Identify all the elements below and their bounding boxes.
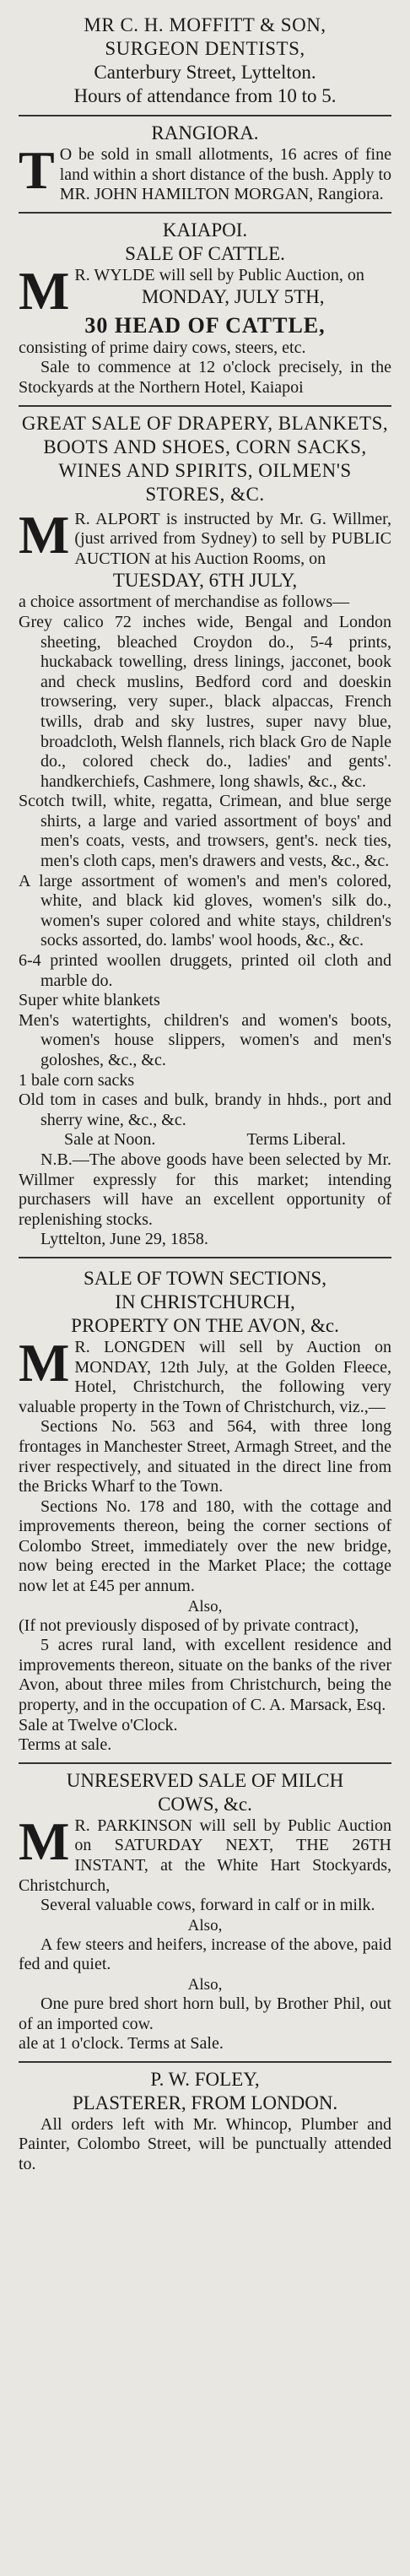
- parkinson-dropcap: M: [19, 1810, 70, 1871]
- kaiapoi-body3: Sale to commence at 12 o'clock precisely, in the Stockyards at the Northern Hotel, Kaiapoi: [19, 358, 391, 397]
- parkinson-p1: Several valuable cows, forward in calf or in milk.: [40, 1896, 375, 1915]
- sections-terms: Terms at sale.: [19, 1735, 112, 1755]
- kaiapoi-date: MONDAY, JULY 5TH,: [141, 286, 325, 308]
- parkinson-title-2: COWS, &c.: [158, 1793, 252, 1815]
- rangiora-body: O be sold in small allotments, 16 acres of fine land within a short distance of the bush. Apply to MR. JOHN HAMILTON MORGAN, Rangiora.: [59, 145, 391, 204]
- drapery-title: GREAT SALE OF DRAPERY, BLANKETS, BOOTS AND SHOES, CORN SACKS, WINES AND SPIRITS, OILMEN'S STORES, &C.: [21, 412, 389, 505]
- drapery-sale-time: Sale at Noon.: [64, 1130, 156, 1150]
- moffitt-profession: SURGEON DENTISTS,: [105, 38, 305, 59]
- kaiapoi-body2: consisting of prime dairy cows, steers, etc.: [19, 338, 306, 357]
- parkinson-also-1: Also,: [187, 1916, 223, 1935]
- drapery-nb: N.B.—The above goods have been selected by Mr. Willmer expressly for this market; intending purchasers will have an excellent opportunity of replenishing stocks.: [19, 1150, 391, 1229]
- drapery-terms: Terms Liberal.: [246, 1130, 346, 1150]
- sections-p2: Sections No. 178 and 180, with the cottage and improvements thereon, being the corner sections of Colombo Street, immediately over the new bridge, now being erected in the Market Place; the cottage now let at £45 per annum.: [19, 1496, 391, 1596]
- rangiora-dropcap: T: [19, 140, 55, 200]
- sections-p3: (If not previously disposed of by private contract),: [19, 1615, 359, 1635]
- foley-advert: [19, 2063, 391, 2182]
- drapery-p2: Grey calico 72 inches wide, Bengal and London sheeting, bleached Croydon do., 5-4 prints, huckaback towelling, dress linings, jacconet, book and check muslins, Bedford cord and doeskin trowsering, very super., black alpaccas, French twills, drab and sky lustres, super navy blue, broadcloth, Welsh flannels, rich black Gro de Naple do., colored check do., ladies' and gents'. handkerchiefs, Cashmere, long shawls, &c., &c.: [19, 612, 391, 791]
- drapery-p5: 6-4 printed woollen druggets, printed oil cloth and marble do.: [19, 951, 391, 990]
- parkinson-title-1: UNRESERVED SALE OF MILCH: [66, 1769, 344, 1791]
- drapery-advert: [19, 407, 391, 1258]
- kaiapoi-body1: R. WYLDE will sell by Public Auction, on: [74, 265, 364, 284]
- kaiapoi-head: 30 HEAD OF CATTLE,: [84, 312, 326, 338]
- sections-p4: 5 acres rural land, with excellent residence and improvements thereon, situate on the banks of the river Avon, about three miles from Christchurch, being the property, and in the occupation of C. A. Marsack, Esq.: [19, 1636, 391, 1715]
- drapery-p3: Scotch twill, white, regatta, Crimean, and blue serge shirts, a large and varied assortment of boys' and men's coats, vests, and trowsers, gent's. neck ties, men's cloth caps, men's drawers and vests, &c., &c.: [19, 792, 391, 871]
- parkinson-p2: A few steers and heifers, increase of the above, paid fed and quiet.: [19, 1935, 391, 1974]
- kaiapoi-advert: [19, 214, 391, 407]
- drapery-intro: R. ALPORT is instructed by Mr. G. Willmer, (just arrived from Sydney) to sell by PUBLIC AUCTION at his Auction Rooms, on: [74, 509, 391, 568]
- drapery-p6: Super white blankets: [19, 991, 160, 1010]
- drapery-dropcap: M: [19, 504, 70, 565]
- drapery-p4: A large assortment of women's and men's colored, white, and black kid gloves, women's silk do., women's super colored and white stays, children's socks assorted, do. lambs' wool hoods, &c., &c.: [19, 871, 391, 950]
- parkinson-intro: R. PARKINSON will sell by Public Auction on SATURDAY NEXT, THE 26TH INSTANT, at the White Hart Stockyards, Christchurch,: [19, 1816, 391, 1895]
- moffitt-name: MR C. H. MOFFITT & SON,: [84, 14, 326, 35]
- foley-trade: PLASTERER, FROM LONDON.: [72, 2092, 338, 2113]
- drapery-dateline: Lyttelton, June 29, 1858.: [40, 1230, 208, 1249]
- drapery-p9: Old tom in cases and bulk, brandy in hhds., port and sherry wine, &c., &c.: [19, 1090, 391, 1129]
- parkinson-p3: One pure bred short horn bull, by Brother Phil, out of an imported cow.: [19, 1994, 391, 2033]
- rangiora-title: RANGIORA.: [151, 122, 259, 143]
- sections-title-2: IN CHRISTCHURCH,: [115, 1291, 295, 1312]
- sections-sale-time: Sale at Twelve o'Clock.: [19, 1715, 178, 1734]
- drapery-p1: a choice assortment of merchandise as follows—: [19, 593, 350, 612]
- sections-also: Also,: [187, 1597, 223, 1615]
- foley-body: All orders left with Mr. Whincop, Plumber and Painter, Colombo Street, will be punctually attended to.: [19, 2114, 391, 2173]
- sections-p1: Sections No. 563 and 564, with three long frontages in Manchester Street, Armagh Street, and the river respectively, and situated in the direct line from the Bricks Wharf to the Town.: [19, 1417, 391, 1496]
- rangiora-advert: [19, 116, 391, 214]
- drapery-p7: Men's watertights, children's and women's boots, women's house slippers, women's and men's goloshes, &c., &c.: [19, 1010, 391, 1069]
- moffitt-address: Canterbury Street, Lyttelton.: [94, 62, 316, 83]
- sections-title-1: SALE OF TOWN SECTIONS,: [84, 1267, 326, 1289]
- sections-title-3: PROPERTY ON THE AVON, &c.: [71, 1314, 339, 1336]
- town-sections-advert: [19, 1258, 391, 1764]
- drapery-date: TUESDAY, 6TH JULY,: [112, 570, 298, 592]
- moffitt-hours: Hours of attendance from 10 to 5.: [73, 85, 337, 106]
- moffitt-advert: [19, 14, 391, 116]
- kaiapoi-subtitle: SALE OF CATTLE.: [125, 242, 285, 264]
- sections-intro: R. LONGDEN will sell by Auction on MONDAY, 12th July, at the Golden Fleece, Hotel, Christchurch, the following very valuable property in the Town of Christchurch, viz.,—: [19, 1337, 391, 1416]
- kaiapoi-title: KAIAPOI.: [162, 219, 248, 241]
- foley-name: P. W. FOLEY,: [150, 2068, 260, 2090]
- sections-dropcap: M: [19, 1332, 70, 1393]
- parkinson-sale: ale at 1 o'clock. Terms at Sale.: [19, 2034, 224, 2054]
- parkinson-also-2: Also,: [187, 1975, 223, 1994]
- kaiapoi-dropcap: M: [19, 260, 70, 321]
- parkinson-advert: [19, 1764, 391, 2063]
- drapery-p8: 1 bale corn sacks: [19, 1070, 135, 1090]
